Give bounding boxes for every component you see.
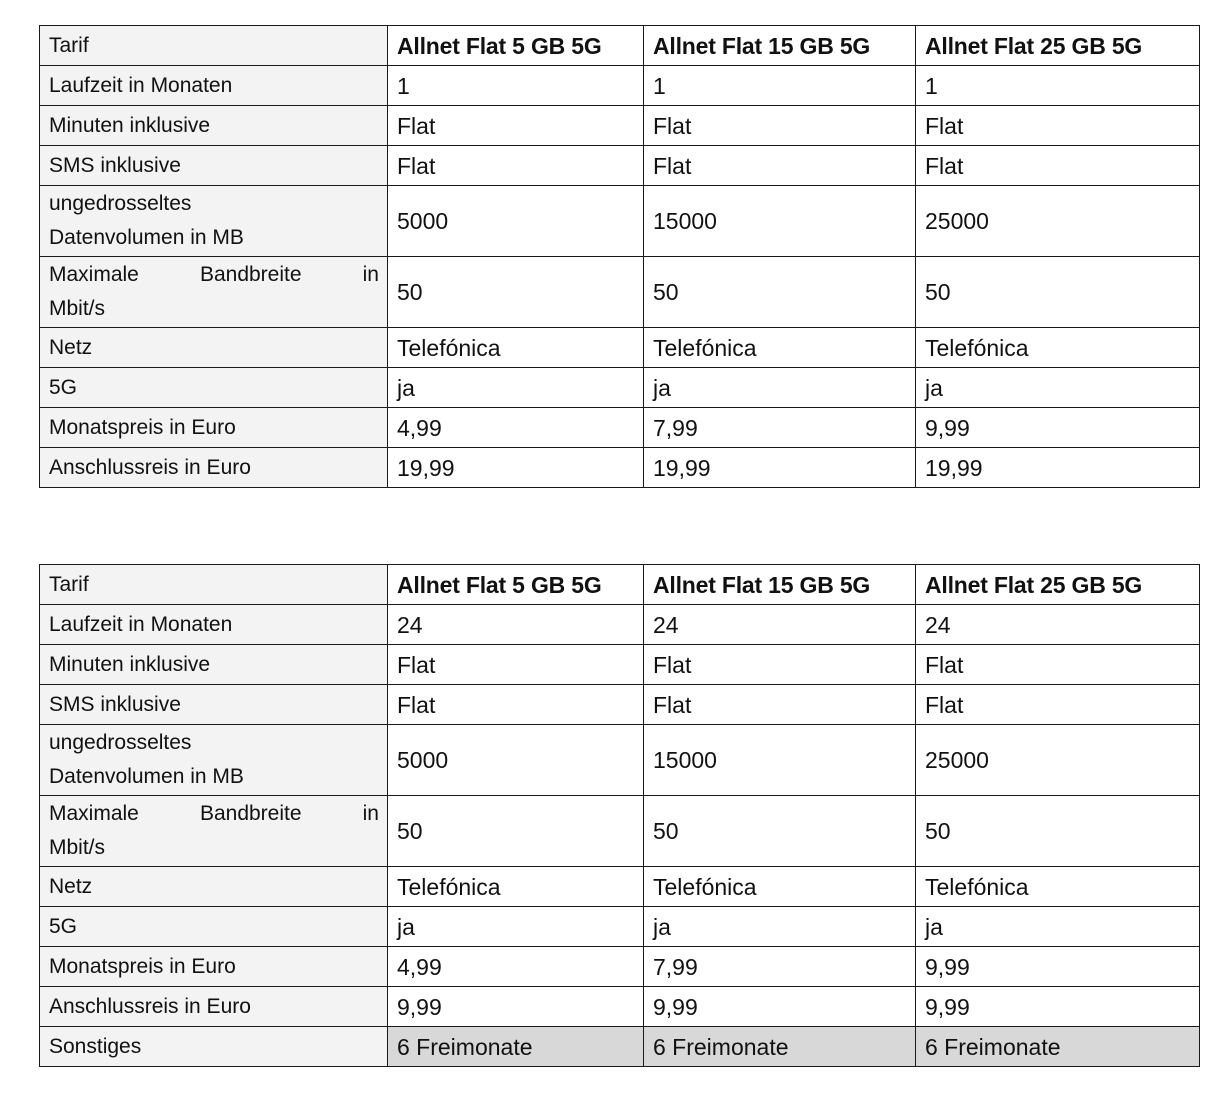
row-label-line <box>49 797 379 831</box>
table-cell: Flat <box>644 146 916 186</box>
plan-header-15gb: Allnet Flat 15 GB 5G <box>644 26 916 66</box>
table-row <box>40 645 1200 685</box>
table-cell: 15000 <box>644 725 916 796</box>
table-cell: 19,99 <box>644 448 916 488</box>
table-cell: Flat <box>388 685 644 725</box>
tariff-table-1 <box>39 25 1200 488</box>
row-label: Monatspreis in Euro <box>40 947 388 987</box>
table-cell: 1 <box>644 66 916 106</box>
table-cell: 15000 <box>644 186 916 257</box>
table-cell: Flat <box>916 106 1200 146</box>
table-cell: 24 <box>916 605 1200 645</box>
row-label: Laufzeit in Monaten <box>40 66 388 106</box>
table-cell: ja <box>644 907 916 947</box>
table-cell: 50 <box>644 796 916 867</box>
table-cell: Telefónica <box>388 867 644 907</box>
row-label: 5G <box>40 907 388 947</box>
plan-header-5gb: Allnet Flat 5 GB 5G <box>388 565 644 605</box>
table-cell: 9,99 <box>388 987 644 1027</box>
table-cell: Telefónica <box>644 328 916 368</box>
table-row <box>40 186 1200 257</box>
table-row <box>40 106 1200 146</box>
table-cell: 7,99 <box>644 408 916 448</box>
row-label-word: Bandbreite <box>199 802 302 825</box>
table-row <box>40 448 1200 488</box>
table-cell: 19,99 <box>916 448 1200 488</box>
table-row <box>40 368 1200 408</box>
row-label <box>40 796 388 867</box>
table-cell: Telefónica <box>644 867 916 907</box>
table-cell: Flat <box>916 146 1200 186</box>
row-label-line: Datenvolumen in MB <box>49 226 244 249</box>
table-row <box>40 66 1200 106</box>
table-row <box>40 1027 1200 1067</box>
table-cell: 25000 <box>916 186 1200 257</box>
row-label-word: in <box>362 263 379 286</box>
table-cell: Telefónica <box>916 328 1200 368</box>
row-label: Anschlussreis in Euro <box>40 448 388 488</box>
table-row <box>40 685 1200 725</box>
header-label-cell: Tarif <box>40 565 388 605</box>
plan-header-5gb: Allnet Flat 5 GB 5G <box>388 26 644 66</box>
highlight-cell: 6 Freimonate <box>388 1027 644 1067</box>
row-label-word: Bandbreite <box>199 263 302 286</box>
row-label-line <box>49 258 379 292</box>
table-cell: ja <box>388 907 644 947</box>
row-label: Netz <box>40 328 388 368</box>
table-cell: 9,99 <box>916 987 1200 1027</box>
table-cell: 5000 <box>388 725 644 796</box>
row-label-line: ungedrosseltes <box>49 731 192 754</box>
tariff-table-2 <box>39 564 1200 1067</box>
table-cell: Flat <box>388 645 644 685</box>
row-label <box>40 186 388 257</box>
table-cell: 1 <box>916 66 1200 106</box>
table-cell: Flat <box>644 685 916 725</box>
highlight-cell: 6 Freimonate <box>644 1027 916 1067</box>
table-cell: 4,99 <box>388 947 644 987</box>
plan-header-25gb: Allnet Flat 25 GB 5G <box>916 565 1200 605</box>
row-label: Netz <box>40 867 388 907</box>
table-header-row <box>40 26 1200 66</box>
row-label-line: Mbit/s <box>49 297 106 320</box>
row-label: Minuten inklusive <box>40 645 388 685</box>
row-label <box>40 257 388 328</box>
table-cell: 1 <box>388 66 644 106</box>
row-label-word: in <box>362 802 379 825</box>
table-row <box>40 796 1200 867</box>
table-cell: Flat <box>388 106 644 146</box>
table-cell: 9,99 <box>644 987 916 1027</box>
table-cell: 50 <box>388 796 644 867</box>
table-row <box>40 146 1200 186</box>
table-cell: ja <box>916 907 1200 947</box>
table-cell: Flat <box>916 645 1200 685</box>
table-cell: 19,99 <box>388 448 644 488</box>
table-cell: 24 <box>388 605 644 645</box>
table-cell: Flat <box>644 106 916 146</box>
table-row <box>40 987 1200 1027</box>
table-header-row <box>40 565 1200 605</box>
table-cell: Flat <box>916 685 1200 725</box>
plan-header-15gb: Allnet Flat 15 GB 5G <box>644 565 916 605</box>
table-row <box>40 947 1200 987</box>
row-label: Minuten inklusive <box>40 106 388 146</box>
table-row <box>40 725 1200 796</box>
table-cell: Flat <box>388 146 644 186</box>
table-cell: 9,99 <box>916 947 1200 987</box>
table-cell: 50 <box>916 796 1200 867</box>
row-label: SMS inklusive <box>40 146 388 186</box>
row-label <box>40 725 388 796</box>
table-row <box>40 408 1200 448</box>
row-label-line: Datenvolumen in MB <box>49 765 244 788</box>
row-label: Sonstiges <box>40 1027 388 1067</box>
table-cell: 50 <box>916 257 1200 328</box>
table-row <box>40 328 1200 368</box>
table-cell: 7,99 <box>644 947 916 987</box>
row-label-word: Maximale <box>49 263 139 286</box>
table-row <box>40 605 1200 645</box>
row-label: Anschlussreis in Euro <box>40 987 388 1027</box>
header-label-cell: Tarif <box>40 26 388 66</box>
row-label-word: Maximale <box>49 802 139 825</box>
table-cell: 4,99 <box>388 408 644 448</box>
highlight-cell: 6 Freimonate <box>916 1027 1200 1067</box>
row-label-line: Mbit/s <box>49 836 106 859</box>
table-cell: ja <box>644 368 916 408</box>
row-label: 5G <box>40 368 388 408</box>
row-label-line: ungedrosseltes <box>49 192 192 215</box>
table-cell: 50 <box>644 257 916 328</box>
table-row <box>40 907 1200 947</box>
table-cell: Telefónica <box>388 328 644 368</box>
row-label: Laufzeit in Monaten <box>40 605 388 645</box>
table-cell: 24 <box>644 605 916 645</box>
table-cell: ja <box>916 368 1200 408</box>
table-row <box>40 257 1200 328</box>
table-cell: Flat <box>644 645 916 685</box>
table-cell: 5000 <box>388 186 644 257</box>
table-cell: 9,99 <box>916 408 1200 448</box>
row-label: Monatspreis in Euro <box>40 408 388 448</box>
table-cell: 25000 <box>916 725 1200 796</box>
plan-header-25gb: Allnet Flat 25 GB 5G <box>916 26 1200 66</box>
row-label: SMS inklusive <box>40 685 388 725</box>
table-cell: Telefónica <box>916 867 1200 907</box>
table-cell: 50 <box>388 257 644 328</box>
table-cell: ja <box>388 368 644 408</box>
table-row <box>40 867 1200 907</box>
